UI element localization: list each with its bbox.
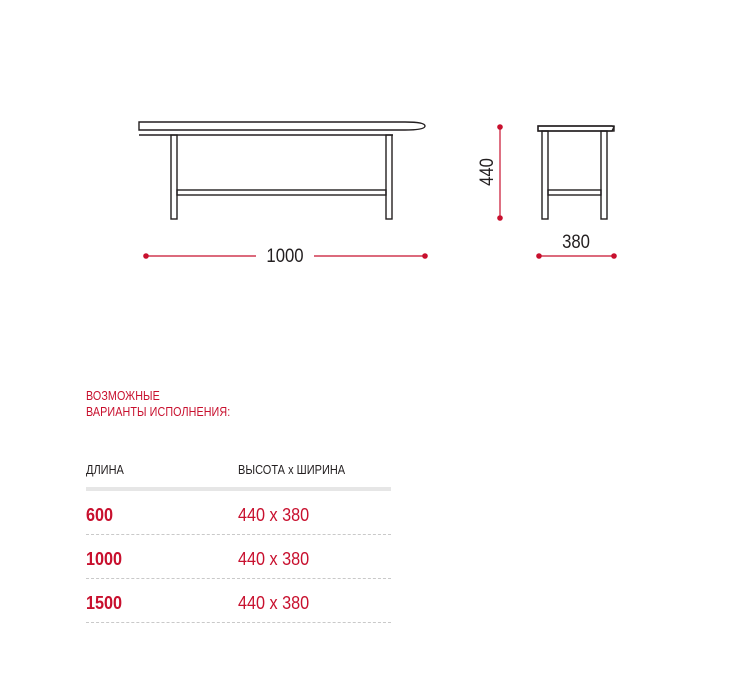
width-dimension-dot-right bbox=[611, 253, 617, 259]
table-row bbox=[86, 579, 391, 623]
bench-seat-side-outline bbox=[538, 126, 614, 131]
row-length: 1000 bbox=[86, 549, 123, 569]
bench-technical-drawing bbox=[0, 0, 750, 300]
table-row bbox=[86, 491, 391, 535]
bench-side-view bbox=[538, 126, 614, 219]
height-dimension-dot-bottom bbox=[497, 215, 503, 221]
bench-leg-left bbox=[171, 135, 177, 219]
length-dimension bbox=[143, 245, 428, 266]
width-dimension-label: 380 bbox=[562, 231, 590, 253]
length-dimension-label: 1000 bbox=[266, 245, 304, 267]
table-row bbox=[86, 535, 391, 579]
bench-stretcher bbox=[177, 190, 386, 195]
row-dims: 440 x 380 bbox=[238, 549, 310, 569]
table-header bbox=[86, 461, 391, 491]
column-header-length: ДЛИНА bbox=[86, 463, 124, 477]
row-dims: 440 x 380 bbox=[238, 505, 310, 525]
variants-heading-line2: ВАРИАНТЫ ИСПОЛНЕНИЯ: bbox=[86, 405, 231, 419]
variants-heading bbox=[86, 388, 230, 420]
variants-table bbox=[86, 461, 391, 623]
bench-side-leg-left bbox=[542, 131, 548, 219]
bench-side-leg-right bbox=[601, 131, 607, 219]
bench-front-view bbox=[139, 122, 425, 219]
column-header-dims: ВЫСОТА х ШИРИНА bbox=[238, 463, 346, 477]
bench-seat-front bbox=[139, 122, 425, 130]
length-dimension-dot-left bbox=[143, 253, 149, 259]
height-dimension-label: 440 bbox=[476, 158, 498, 186]
height-dimension bbox=[476, 124, 503, 221]
variants-heading-line1: ВОЗМОЖНЫЕ bbox=[86, 389, 160, 403]
row-dims: 440 x 380 bbox=[238, 593, 310, 613]
row-length: 600 bbox=[86, 505, 114, 525]
bench-side-stretcher bbox=[548, 190, 601, 195]
row-length: 1500 bbox=[86, 593, 123, 613]
bench-seat-side bbox=[538, 126, 614, 131]
height-dimension-dot-top bbox=[497, 124, 503, 130]
width-dimension bbox=[536, 231, 617, 259]
length-dimension-dot-right bbox=[422, 253, 428, 259]
bench-leg-right bbox=[386, 135, 392, 219]
width-dimension-dot-left bbox=[536, 253, 542, 259]
